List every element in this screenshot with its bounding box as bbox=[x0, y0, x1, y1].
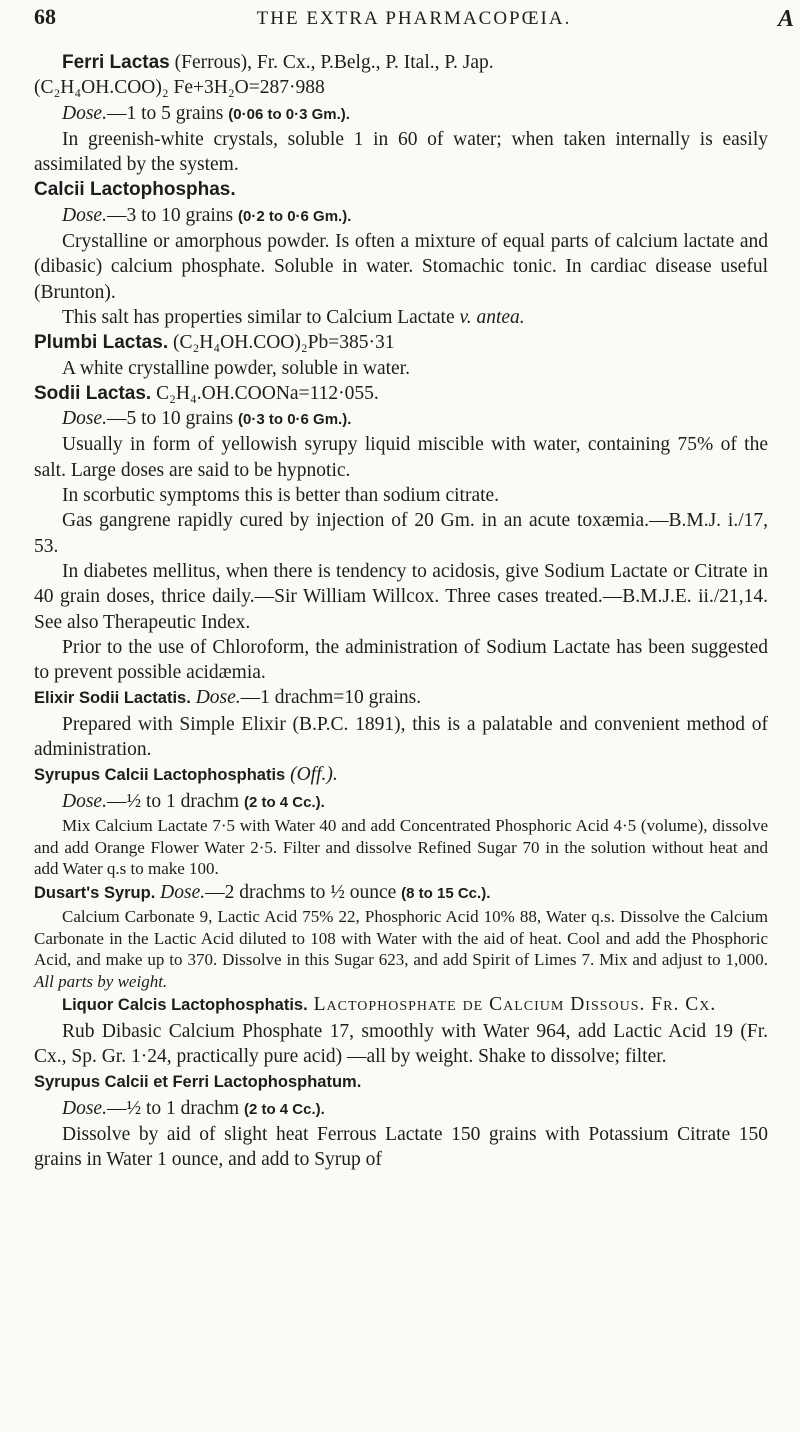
running-title: THE EXTRA PHARMACOPŒIA. bbox=[256, 8, 572, 29]
entry-title: Calcii Lactophosphas. bbox=[34, 179, 236, 201]
ferri-description: In greenish-white crystals, soluble 1 in 60 of water; when taken internally is easily assimilated by the system. bbox=[34, 128, 768, 176]
dose-metric: (0·2 to 0·6 Gm.). bbox=[238, 207, 352, 225]
elixir-heading bbox=[34, 685, 768, 711]
plumbi-lactas-heading bbox=[34, 330, 768, 355]
page-number: 68 bbox=[34, 4, 56, 29]
entry-formula: (C₂H₄OH.COO)₂Pb=385·31 bbox=[168, 332, 395, 354]
liquor-heading bbox=[34, 992, 768, 1018]
syrupus-dose bbox=[34, 789, 768, 815]
dusart-description bbox=[34, 906, 768, 992]
entry-title: Ferri Lactas bbox=[62, 52, 170, 73]
dose-label: Dose. bbox=[62, 1097, 107, 1119]
elixir-description: Prepared with Simple Elixir (B.P.C. 1891), this is a palatable and convenient method of administration. bbox=[34, 713, 768, 761]
dose-metric: (0·3 to 0·6 Gm.). bbox=[238, 411, 352, 429]
syrupus-description: Mix Calcium Lactate 7·5 with Water 40 and add Concentrated Phosphoric Acid 4·5 (volume), dissolve and add Orange Flower Water 2·5. Filter and dissolve Refined Sugar 70 in the solution without heat and add Water q.s to make 100. bbox=[34, 815, 768, 879]
entry-synonym: Lactophosphate de Calcium Dissous. Fr. Cx. bbox=[307, 994, 717, 1016]
note-ref: v. antea. bbox=[459, 306, 525, 328]
dose-label: Dose. bbox=[62, 408, 107, 430]
dose-text: —½ to 1 drachm bbox=[106, 790, 244, 812]
dose-metric: (2 to 4 Cc.). bbox=[243, 1100, 325, 1118]
liquor-description: Rub Dibasic Calcium Phosphate 17, smoothly with Water 964, add Lactic Acid 19 (Fr. Cx., Sp. Gr. 1·24, practically pure acid) —all by weight. Shake to dissolve; filter. bbox=[34, 1020, 768, 1067]
entry-title: Liquor Calcis Lactophosphatis. bbox=[62, 996, 308, 1015]
dose-label: Dose. bbox=[62, 790, 107, 812]
calcii-lactophosphas-heading bbox=[34, 177, 768, 202]
dose-label: Dose. bbox=[160, 881, 206, 903]
entry-formula: C₂H₄.OH.COONa=112·055. bbox=[151, 382, 379, 404]
note-text: This salt has properties similar to Calcium Lactate bbox=[62, 306, 460, 328]
dose-text: —1 to 5 grains bbox=[106, 102, 229, 124]
dose-text: —5 to 10 grains bbox=[106, 408, 239, 430]
dose-text: —½ to 1 drachm bbox=[106, 1097, 244, 1119]
dose-metric: (2 to 4 Cc.). bbox=[243, 793, 325, 811]
calcii-dose bbox=[34, 203, 768, 229]
dose-text: —3 to 10 grains bbox=[106, 204, 239, 226]
sodii-dose bbox=[34, 406, 768, 432]
sodii-paragraph: In diabetes mellitus, when there is tendency to acidosis, give Sodium Lactate or Citrate in 40 grain doses, thrice daily.—Sir William Willcox. Three cases treated.—B.M.J.E. ii./21,14. See also Therapeutic Index. bbox=[34, 560, 768, 633]
entry-official: (Off.). bbox=[285, 764, 338, 786]
sodii-paragraph: Prior to the use of Chloroform, the administration of Sodium Lactate has been suggested to prevent possible acidæmia. bbox=[34, 636, 768, 684]
entry-title: Plumbi Lactas. bbox=[34, 332, 169, 354]
ferri-syrup-heading bbox=[34, 1069, 768, 1095]
dose-label: Dose. bbox=[62, 204, 107, 226]
recipe-text: Calcium Carbonate 9, Lactic Acid 75% 22, Phosphoric Acid 10% 88, Water q.s. Dissolve the Calcium Carbonate in the Lactic Acid diluted to 108 with Water with the aid of heat. Cool and add the Phosphoric Acid, and make up to 370. Dissolve in this Sugar 623, and add Spirit of Limes 7. Mix and adjust to 1,000. bbox=[34, 906, 768, 970]
calcii-description: Crystalline or amorphous powder. Is often a mixture of equal parts of calcium lactate and (dibasic) calcium phosphate. Soluble in water. Stomachic tonic. In cardiac disease useful (Brunton). bbox=[34, 231, 768, 303]
page-header bbox=[34, 4, 794, 34]
syrupus-heading bbox=[34, 762, 768, 788]
entry-title: Elixir Sodii Lactatis. bbox=[34, 689, 191, 708]
entry-title: Dusart's Syrup. bbox=[34, 883, 156, 902]
ferri-syrup-dose bbox=[34, 1096, 768, 1122]
sodii-paragraph: Gas gangrene rapidly cured by injection of 20 Gm. in an acute toxæmia.—B.M.J. i./17, 53. bbox=[34, 510, 768, 557]
sodii-lactas-heading bbox=[34, 381, 768, 406]
page-body bbox=[34, 50, 768, 1172]
entry-title: Syrupus Calcii Lactophosphatis bbox=[34, 766, 286, 785]
dusart-heading bbox=[34, 880, 768, 906]
entry-sources: (Ferrous), Fr. Cx., P.Belg., P. Ital., P. Jap. bbox=[169, 52, 494, 73]
dose-metric: (0·06 to 0·3 Gm.). bbox=[228, 105, 350, 123]
ferri-syrup-description: Dissolve by aid of slight heat Ferrous Lactate 150 grains with Potassium Citrate 150 grains in Water 1 ounce, and add to Syrup of bbox=[34, 1123, 768, 1171]
dose-metric: (8 to 15 Cc.). bbox=[401, 884, 491, 902]
entry-title: Syrupus Calcii et Ferri Lactophosphatum. bbox=[34, 1073, 362, 1092]
plumbi-description: A white crystalline powder, soluble in water. bbox=[62, 357, 410, 379]
entry-title: Sodii Lactas. bbox=[34, 382, 152, 404]
dose-text: —1 drachm=10 grains. bbox=[240, 687, 422, 709]
section-letter: A bbox=[777, 6, 794, 32]
sodii-paragraph: Usually in form of yellowish syrupy liquid miscible with water, containing 75% of the salt. Large doses are said to be hypnotic. bbox=[34, 434, 768, 481]
calcii-note bbox=[34, 305, 768, 330]
sodii-paragraph: In scorbutic symptoms this is better than sodium citrate. bbox=[62, 485, 500, 507]
ferri-dose bbox=[34, 101, 768, 127]
recipe-note: All parts by weight. bbox=[34, 971, 168, 991]
ferri-formula: (C₂H₄OH.COO)₂ Fe+3H₂O=287·988 bbox=[34, 77, 325, 99]
dose-label: Dose. bbox=[62, 102, 107, 124]
ferri-lactas-heading bbox=[34, 50, 768, 75]
dose-label: Dose. bbox=[195, 687, 241, 709]
dose-text: —2 drachms to ½ ounce bbox=[205, 881, 402, 903]
